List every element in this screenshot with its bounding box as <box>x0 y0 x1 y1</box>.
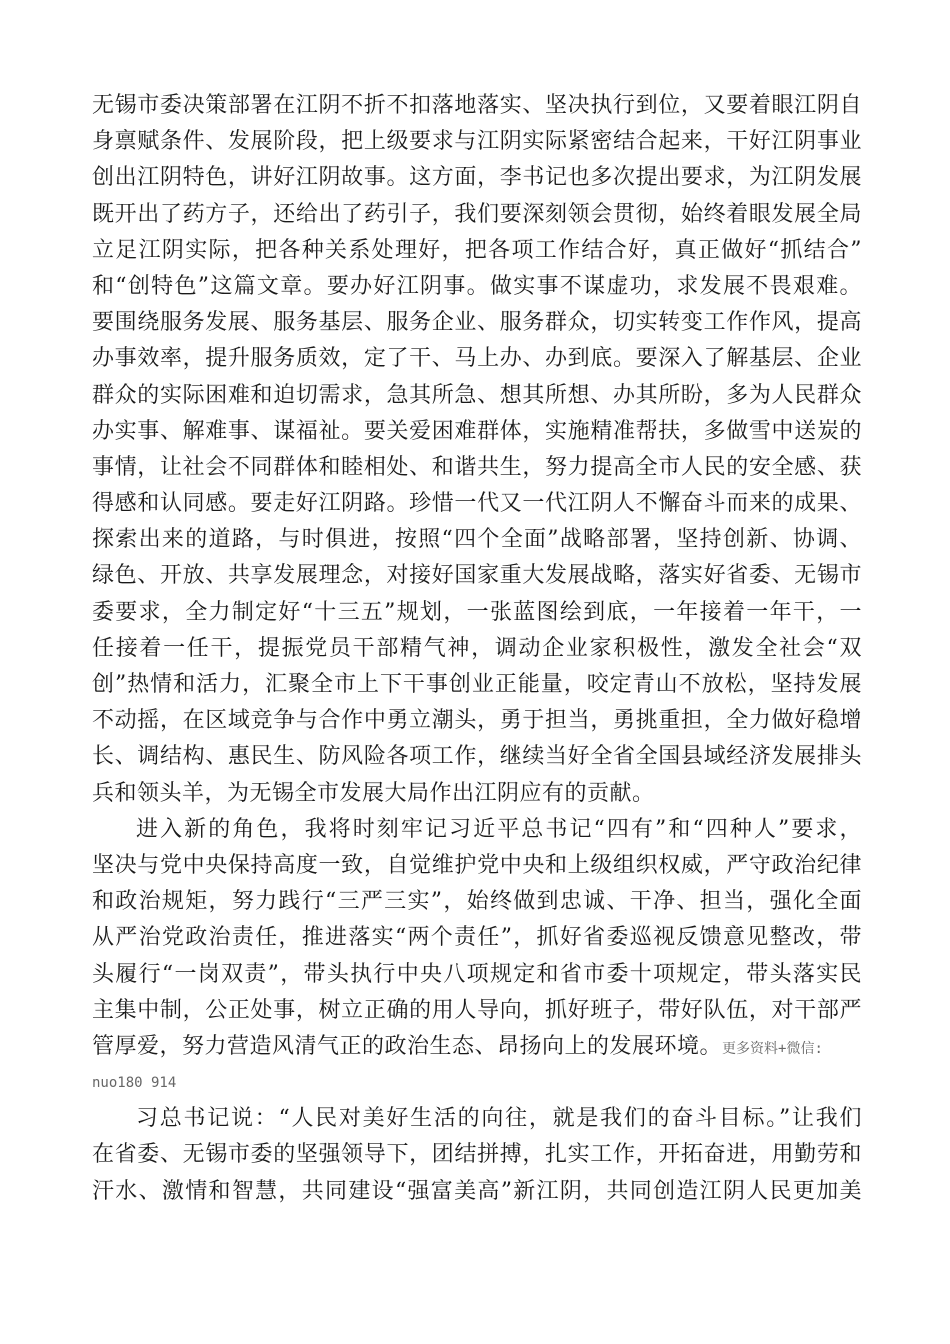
text-line: 得感和认同感。要走好江阴路。珍惜一代又一代江阴人不懈奋斗而来的成果、 <box>92 491 862 517</box>
text-line: 事情，让社会不同群体和睦相处、和谐共生，努力提高全市人民的安全感、获 <box>92 454 862 480</box>
text-line: 要围绕服务发展、服务基层、服务企业、服务群众，切实转变工作作风，提高 <box>92 310 862 336</box>
text-line: 既开出了药方子，还给出了药引子，我们要深刻领会贯彻，始终着眼发展全局 <box>92 201 862 227</box>
text-line: 和“创特色”这篇文章。要办好江阴事。做实事不谋虚功，求发展不畏艰难。 <box>92 273 862 299</box>
paragraph-1 <box>92 88 862 812</box>
text-line: 办实事、解难事、谋福祉。要关爱困难群体，实施精准帮扶，多做雪中送炭的 <box>92 418 862 444</box>
paragraph-2 <box>92 812 862 1102</box>
contact-note-continued: nuo180 914 <box>92 1075 177 1092</box>
text-line: 委要求，全力制定好“十三五”规划，一张蓝图绘到底，一年接着一年干，一 <box>92 599 862 625</box>
text-line: 无锡市委决策部署在江阴不折不扣落地落实、坚决执行到位，又要着眼江阴自 <box>92 93 862 118</box>
text-line: 创出江阴特色，讲好江阴故事。这方面，李书记也多次提出要求，为江阴发展 <box>92 165 862 191</box>
text-line: 绿色、开放、共享发展理念，对接好国家重大发展战略，落实好省委、无锡市 <box>92 563 862 589</box>
text-line: 和政治规矩，努力践行“三严三实”，始终做到忠诚、干净、担当，强化全面 <box>92 889 862 915</box>
paragraph-3 <box>92 1101 862 1210</box>
text-line: 头履行“一岗双责”，带头执行中央八项规定和省市委十项规定，带头落实民 <box>92 961 862 987</box>
text-line: 不动摇，在区域竞争与合作中勇立潮头，勇于担当，勇挑重担，全力做好稳增 <box>92 708 862 734</box>
text-line: 长、调结构、惠民生、防风险各项工作，继续当好全省全国县域经济发展排头 <box>92 744 862 770</box>
text-line: 坚决与党中央保持高度一致，自觉维护党中央和上级组织权威，严守政治纪律 <box>92 852 862 878</box>
text-line: 立足江阴实际，把各种关系处理好，把各项工作结合好，真正做好“抓结合” <box>92 237 862 263</box>
text-line: 从严治党政治责任，推进落实“两个责任”，抓好省委巡视反馈意见整改，带 <box>92 925 862 951</box>
text-line: 在省委、无锡市委的坚强领导下，团结拼搏，扎实工作，开拓奋进，用勤劳和 <box>92 1142 862 1168</box>
text-line: 主集中制，公正处事，树立正确的用人导向，抓好班子，带好队伍，对干部严 <box>92 997 862 1023</box>
text-line: 进入新的角色，我将时刻牢记习近平总书记“四有”和“四种人”要求， <box>136 816 862 842</box>
text-line: 办事效率，提升服务质效，定了干、马上办、办到底。要深入了解基层、企业 <box>92 346 862 372</box>
text-line: 兵和领头羊，为无锡全市发展大局作出江阴应有的贡献。 <box>92 780 655 806</box>
contact-note: 更多资料+微信: <box>722 1040 823 1057</box>
text-line: 汗水、激情和智慧，共同建设“强富美高”新江阴，共同创造江阴人民更加美 <box>92 1178 862 1204</box>
text-line: 习总书记说：“人民对美好生活的向往，就是我们的奋斗目标。”让我们 <box>136 1106 862 1132</box>
text-line: 探索出来的道路，与时俱进，按照“四个全面”战略部署，坚持创新、协调、 <box>92 527 862 553</box>
text-line-with-note <box>92 1029 862 1065</box>
text-line: 管厚爱，努力营造风清气正的政治生态、昂扬向上的发展环境。 <box>92 1033 723 1059</box>
document-page <box>92 88 862 1210</box>
text-line: 创”热情和活力，汇聚全市上下干事创业正能量，咬定青山不放松，坚持发展 <box>92 672 862 697</box>
text-line: 身禀赋条件、发展阶段，把上级要求与江阴实际紧密结合起来，干好江阴事业 <box>92 129 862 155</box>
text-line: 群众的实际困难和迫切需求，急其所急、想其所想、办其所盼，多为人民群众 <box>92 382 862 408</box>
text-line: 任接着一任干，提振党员干部精气神，调动企业家积极性，激发全社会“双 <box>92 635 862 661</box>
